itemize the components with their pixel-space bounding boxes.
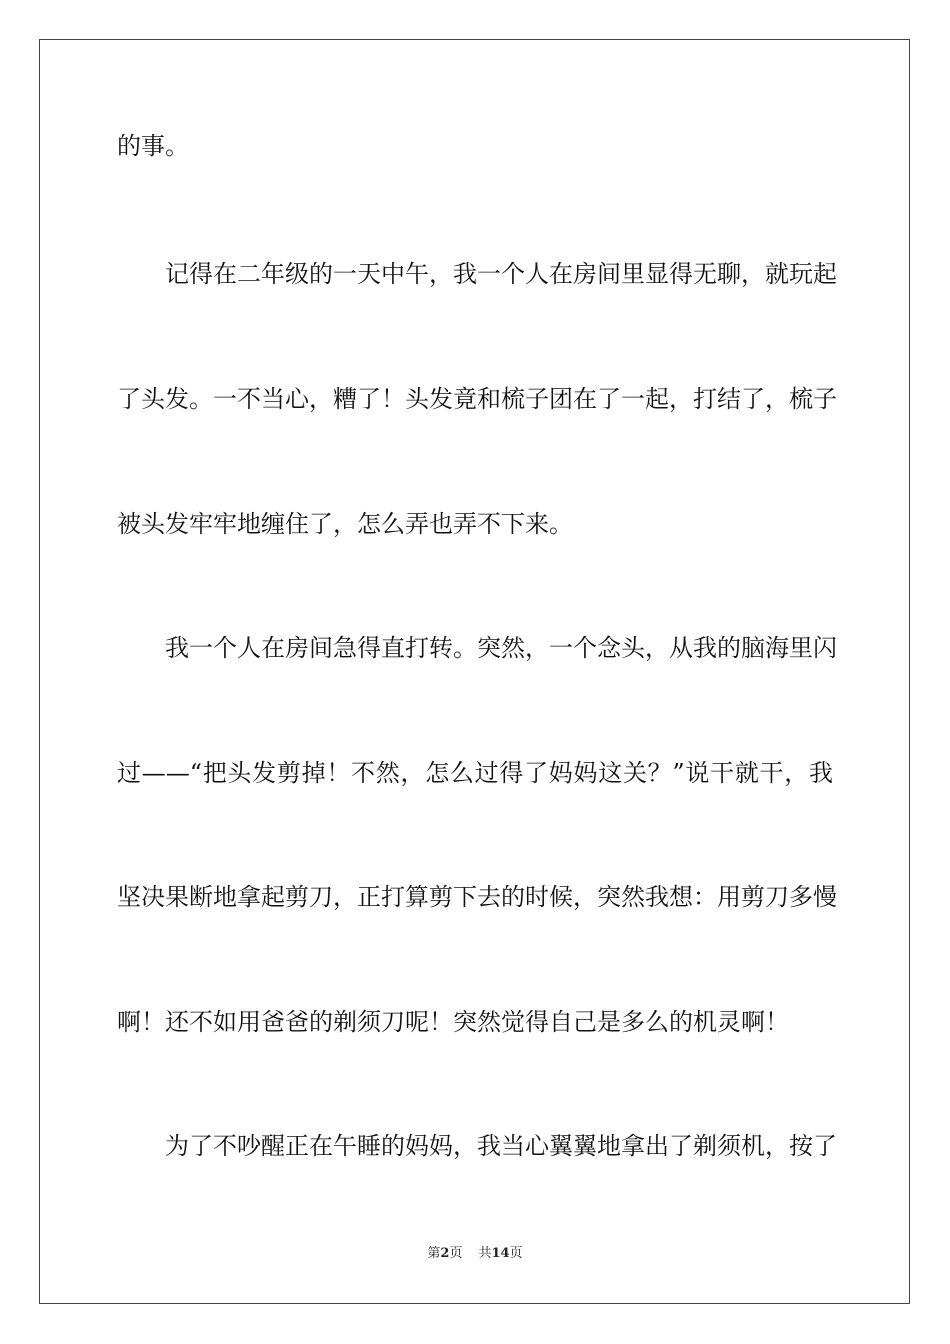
total-label-prefix: 共 <box>478 1246 492 1261</box>
paragraph-first-line: 我一个人在房间急得直打转。突然，一个念头，从我的脑海里闪 <box>165 634 837 662</box>
text-line: 被头发牢牢地缠住了，怎么弄也弄不下来。 <box>117 510 573 538</box>
text-line: 坚决果断地拿起剪刀，正打算剪下去的时候，突然我想：用剪刀多慢 <box>117 883 837 911</box>
total-label-suffix: 页 <box>509 1246 523 1261</box>
page-number: 2 <box>440 1246 450 1261</box>
page-border <box>39 39 910 1304</box>
paragraph-first-line: 记得在二年级的一天中午，我一个人在房间里显得无聊，就玩起 <box>165 260 837 288</box>
total-pages: 14 <box>491 1246 510 1261</box>
paragraph-first-line: 为了不吵醒正在午睡的妈妈，我当心翼翼地拿出了剃须机，按了 <box>165 1132 837 1160</box>
text-line: 过——“把头发剪掉！不然，怎么过得了妈妈这关？”说干就干，我 <box>117 759 833 787</box>
page-label-prefix: 第 <box>427 1246 441 1261</box>
text-line: 的事。 <box>117 132 189 160</box>
text-line: 了头发。一不当心，糟了！头发竟和梳子团在了一起，打结了，梳子 <box>117 385 837 413</box>
page-label-suffix: 页 <box>449 1246 463 1261</box>
page-footer <box>0 1245 950 1263</box>
text-line: 啊！还不如用爸爸的剃须刀呢！突然觉得自己是多么的机灵啊！ <box>117 1008 789 1036</box>
